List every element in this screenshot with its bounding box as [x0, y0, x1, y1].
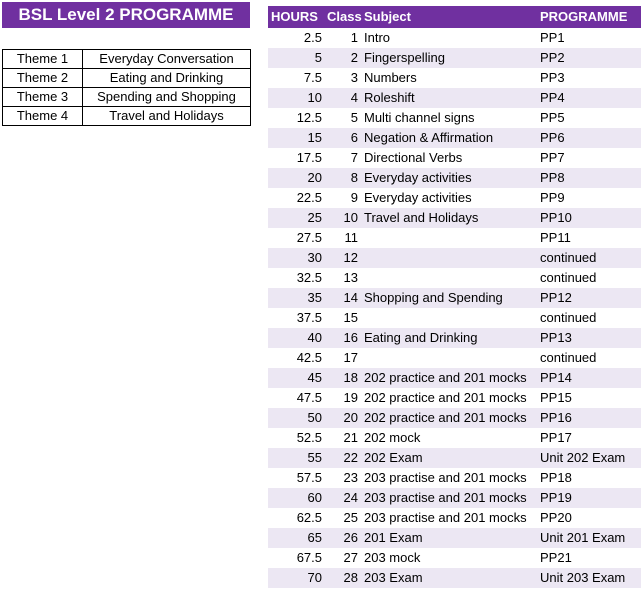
cell-hours: 70: [307, 570, 322, 585]
cell-hours: 52.5: [296, 430, 322, 445]
cell-class: 21: [343, 430, 358, 445]
cell-hours: 10: [307, 90, 322, 105]
cell-hours: 15: [307, 130, 322, 145]
cell-programme: continued: [540, 350, 597, 365]
cell-subject: Travel and Holidays: [364, 210, 479, 225]
cell-programme: PP21: [540, 550, 572, 565]
cell-programme: PP10: [540, 210, 572, 225]
table-row: [268, 128, 641, 148]
cell-class: 17: [343, 350, 358, 365]
cell-programme: PP6: [540, 130, 565, 145]
cell-class: 28: [343, 570, 358, 585]
cell-hours: 60: [307, 490, 322, 505]
cell-subject: Everyday activities: [364, 190, 472, 205]
cell-subject: [362, 308, 537, 328]
cell-programme: PP1: [540, 30, 565, 45]
cell-class: 20: [343, 410, 358, 425]
cell-hours: 47.5: [296, 390, 322, 405]
table-row: [268, 88, 641, 108]
cell-programme: PP5: [540, 110, 565, 125]
cell-programme: PP16: [540, 410, 572, 425]
cell-programme: continued: [540, 310, 597, 325]
theme-row: [3, 107, 251, 126]
cell-programme: PP8: [540, 170, 565, 185]
cell-class: 23: [343, 470, 358, 485]
cell-subject: Negation & Affirmation: [364, 130, 494, 145]
cell-subject: 202 practice and 201 mocks: [364, 410, 527, 425]
schedule-header-row: [268, 6, 641, 28]
cell-subject: 201 Exam: [364, 530, 423, 545]
cell-hours: 25: [307, 210, 322, 225]
cell-class: 13: [343, 270, 358, 285]
cell-programme: Unit 202 Exam: [540, 450, 626, 465]
cell-hours: 7.5: [303, 70, 322, 85]
cell-class: 8: [350, 170, 358, 185]
page-title: BSL Level 2 PROGRAMME: [2, 2, 250, 28]
cell-class: 19: [343, 390, 358, 405]
cell-hours: 2.5: [303, 30, 322, 45]
cell-hours: 57.5: [296, 470, 322, 485]
cell-programme: PP11: [540, 230, 571, 245]
cell-subject: Directional Verbs: [364, 150, 463, 165]
cell-programme: PP18: [540, 470, 572, 485]
cell-programme: PP9: [540, 190, 565, 205]
cell-class: 6: [350, 130, 358, 145]
cell-class: 9: [350, 190, 358, 205]
table-row: [268, 528, 641, 548]
cell-class: 12: [343, 250, 358, 265]
table-row: [268, 568, 641, 588]
cell-subject: Everyday activities: [364, 170, 472, 185]
cell-hours: 32.5: [296, 270, 322, 285]
theme-name: Theme 3: [3, 88, 83, 107]
cell-subject: Fingerspelling: [364, 50, 445, 65]
table-row: [268, 248, 641, 268]
cell-programme: Unit 203 Exam: [540, 570, 626, 585]
cell-programme: PP19: [540, 490, 572, 505]
cell-class: 15: [343, 310, 358, 325]
table-row: [268, 268, 641, 288]
cell-class: 7: [350, 150, 358, 165]
cell-programme: PP12: [540, 290, 572, 305]
cell-class: 27: [343, 550, 358, 565]
cell-hours: 65: [307, 530, 322, 545]
table-row: [268, 168, 641, 188]
cell-subject: 203 Exam: [364, 570, 423, 585]
theme-description: Everyday Conversation: [83, 50, 251, 69]
table-row: [268, 68, 641, 88]
cell-programme: continued: [540, 250, 597, 265]
cell-programme: PP13: [540, 330, 572, 345]
cell-subject: 203 practise and 201 mocks: [364, 510, 527, 525]
cell-class: 1: [350, 30, 358, 45]
cell-subject: 202 practice and 201 mocks: [364, 370, 527, 385]
cell-class: 3: [350, 70, 358, 85]
cell-hours: 62.5: [296, 510, 322, 525]
table-row: [268, 488, 641, 508]
table-row: [268, 108, 641, 128]
cell-subject: [362, 248, 537, 268]
table-row: [268, 428, 641, 448]
cell-programme: PP4: [540, 90, 565, 105]
cell-hours: 50: [307, 410, 322, 425]
table-row: [268, 308, 641, 328]
cell-hours: 20: [307, 170, 322, 185]
cell-hours: 35: [307, 290, 322, 305]
table-row: [268, 368, 641, 388]
cell-hours: 40: [307, 330, 322, 345]
table-row: [268, 408, 641, 428]
table-row: [268, 348, 641, 368]
cell-hours: 42.5: [296, 350, 322, 365]
cell-hours: 27.5: [296, 230, 322, 245]
cell-class: 24: [343, 490, 358, 505]
cell-hours: 5: [314, 50, 322, 65]
cell-hours: 55: [307, 450, 322, 465]
cell-subject: 202 Exam: [364, 450, 423, 465]
cell-subject: 202 mock: [364, 430, 421, 445]
cell-subject: Eating and Drinking: [364, 330, 478, 345]
cell-class: 10: [343, 210, 358, 225]
theme-description: Eating and Drinking: [83, 69, 251, 88]
theme-name: Theme 4: [3, 107, 83, 126]
cell-subject: [362, 348, 537, 368]
table-row: [268, 508, 641, 528]
cell-programme: PP17: [540, 430, 572, 445]
cell-programme: continued: [540, 270, 597, 285]
cell-class: 26: [343, 530, 358, 545]
cell-subject: Intro: [364, 30, 391, 45]
header-class: Class: [327, 9, 362, 24]
cell-class: 22: [343, 450, 358, 465]
table-row: [268, 28, 641, 48]
theme-name: Theme 2: [3, 69, 83, 88]
cell-class: 11: [344, 230, 358, 245]
cell-class: 5: [350, 110, 358, 125]
theme-row: [3, 88, 251, 107]
cell-hours: 37.5: [296, 310, 322, 325]
cell-programme: PP14: [540, 370, 572, 385]
cell-class: 18: [343, 370, 358, 385]
schedule-body: [268, 28, 641, 588]
theme-description: Spending and Shopping: [83, 88, 251, 107]
cell-class: 4: [350, 90, 358, 105]
cell-hours: 17.5: [296, 150, 322, 165]
cell-subject: 203 practise and 201 mocks: [364, 490, 527, 505]
cell-programme: PP3: [540, 70, 565, 85]
cell-subject: Roleshift: [364, 90, 415, 105]
cell-programme: Unit 201 Exam: [540, 530, 626, 545]
table-row: [268, 388, 641, 408]
cell-programme: PP15: [540, 390, 572, 405]
header-subject: Subject: [364, 9, 411, 24]
cell-class: 14: [343, 290, 358, 305]
table-row: [268, 188, 641, 208]
cell-hours: 30: [307, 250, 322, 265]
table-row: [268, 328, 641, 348]
header-hours: HOURS: [271, 9, 318, 24]
cell-subject: [362, 268, 537, 288]
theme-description: Travel and Holidays: [83, 107, 251, 126]
table-row: [268, 448, 641, 468]
schedule-table: [268, 6, 641, 588]
cell-hours: 12.5: [296, 110, 322, 125]
cell-programme: PP20: [540, 510, 572, 525]
cell-subject: Shopping and Spending: [364, 290, 503, 305]
theme-row: [3, 69, 251, 88]
cell-subject: 203 mock: [364, 550, 421, 565]
cell-subject: [362, 228, 537, 248]
cell-subject: 203 practise and 201 mocks: [364, 470, 527, 485]
table-row: [268, 148, 641, 168]
cell-hours: 45: [307, 370, 322, 385]
cell-class: 25: [343, 510, 358, 525]
table-row: [268, 228, 641, 248]
cell-class: 2: [350, 50, 358, 65]
theme-row: [3, 50, 251, 69]
cell-subject: 202 practice and 201 mocks: [364, 390, 527, 405]
cell-class: 16: [343, 330, 358, 345]
cell-subject: Multi channel signs: [364, 110, 475, 125]
cell-subject: Numbers: [364, 70, 417, 85]
table-row: [268, 548, 641, 568]
themes-table: [2, 49, 251, 126]
table-row: [268, 468, 641, 488]
cell-hours: 67.5: [296, 550, 322, 565]
header-programme: PROGRAMME: [540, 9, 628, 24]
table-row: [268, 288, 641, 308]
cell-programme: PP2: [540, 50, 565, 65]
theme-name: Theme 1: [3, 50, 83, 69]
table-row: [268, 208, 641, 228]
cell-programme: PP7: [540, 150, 565, 165]
table-row: [268, 48, 641, 68]
cell-hours: 22.5: [296, 190, 322, 205]
